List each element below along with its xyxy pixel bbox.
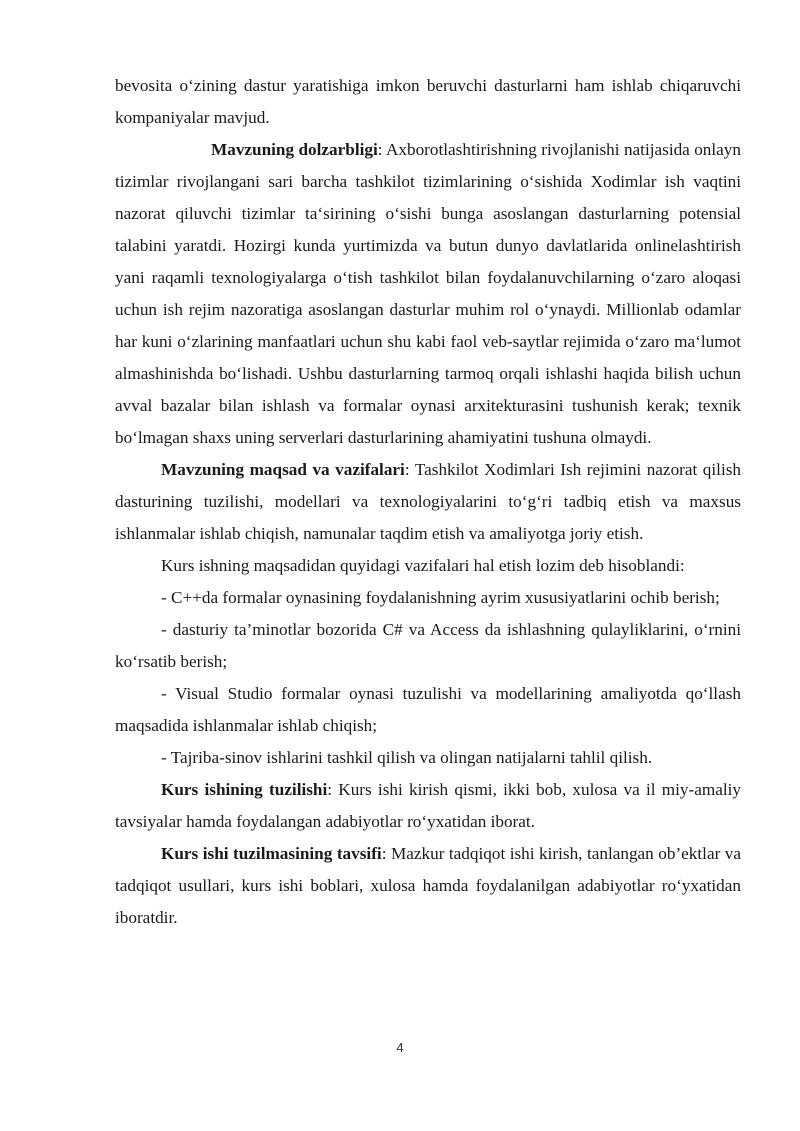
paragraph-intro-continuation [115, 70, 741, 134]
section-heading-relevance: Mavzuning dolzarbligi [211, 140, 378, 159]
paragraph-structure [115, 774, 741, 838]
paragraph-structure-description [115, 838, 741, 934]
paragraph-text: : Tashkilot Xodimlari Ish rejimini nazorat qilish dasturining tuzilishi, modellari va texnologiyalarini to‘g‘ri tadbiq etish va maxsus ishlanmalar ishlab chiqish, namunalar taqdim etish va amaliyotga joriy etish. [115, 460, 742, 543]
paragraph-goals [115, 454, 741, 550]
paragraph-text: bevosita o‘zining dastur yaratishiga imkon beruvchi dasturlarni ham ishlab chiqaruvchi kompaniyalar mavjud. [115, 76, 741, 127]
list-item-text: - Tajriba-sinov ishlarini tashkil qilish va olingan natijalarni tahlil qilish. [161, 748, 653, 767]
page-number: 4 [396, 1040, 404, 1055]
list-item-text: - dasturiy ta’minotlar bozorida C# va Access da ishlashning qulayliklarini, o‘rnini ko‘rsatib berish; [115, 620, 741, 671]
paragraph-text: : Kurs ishi kirish qismi, ikki bob, xulosa va il miy-amaliy tavsiyalar hamda foydalangan adabiyotlar ro‘yxatidan iborat. [115, 780, 741, 831]
paragraph-tasks-intro [115, 550, 741, 582]
paragraph-text: : Mazkur tadqiqot ishi kirish, tanlangan ob’ektlar va tadqiqot usullari, kurs ishi boblari, xulosa hamda foydalanilgan adabiyotlar ro‘yxatidan iboratdir. [115, 844, 741, 927]
list-item-task-2 [115, 614, 741, 678]
paragraph-text: Kurs ishning maqsadidan quyidagi vazifalari hal etish lozim deb hisoblandi: [161, 556, 685, 575]
section-heading-goals: Mavzuning maqsad va vazifalari [161, 460, 405, 479]
list-item-task-3 [115, 678, 741, 742]
list-item-task-1 [115, 582, 741, 614]
list-item-task-4 [115, 742, 741, 774]
section-heading-structure-description: Kurs ishi tuzilmasining tavsifi [161, 844, 382, 863]
list-item-text: - C++da formalar oynasining foydalanishning ayrim xususiyatlarini ochib berish; [161, 588, 720, 607]
document-page [115, 70, 741, 934]
paragraph-relevance [115, 134, 741, 454]
list-item-text: - Visual Studio formalar oynasi tuzulishi va modellarining amaliyotda qo‘llash maqsadida ishlanmalar ishlab chiqish; [115, 684, 741, 735]
section-heading-structure: Kurs ishining tuzilishi [161, 780, 328, 799]
paragraph-text: : Axborotlashtirishning rivojlanishi natijasida onlayn tizimlar rivojlangani sari barcha tashkilot tizimlarining o‘sishida Xodimlar ish vaqtini nazorat qiluvchi tizimlar ta‘sirining o‘sishi bunga asoslangan dasturlarning potensial talabini yaratdi. Hozirgi kunda yurtimizda va butun dunyo davlatlarida onlinelashtirish yani raqamli texnologiyalarga o‘tish tashkilot bilan foydalanuvchilarning o‘zaro aloqasi uchun ish rejim nazoratiga asoslangan dasturlar muhim rol o‘ynaydi. Millionlab odamlar har kuni o‘zlarining manfaatlari uchun shu kabi faol veb-saytlar rejimida o‘zaro ma‘lumot almashinishda bo‘lishadi. Ushbu dasturlarning tarmoq orqali ishlashi haqida bilish uchun avval bazalar bilan ishlash va formalar oynasi arxitekturasini tushunish kerak; texnik bo‘lmagan shaxs uning serverlari dasturlarining ahamiyatini tushuna olmaydi. [115, 140, 741, 447]
